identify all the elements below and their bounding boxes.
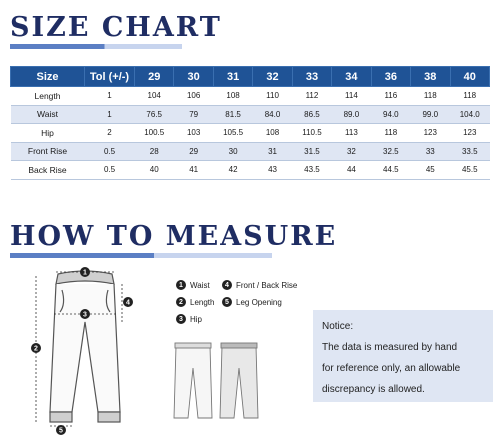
- measurement-cell: 30: [213, 142, 252, 161]
- tolerance-cell: 1: [85, 105, 135, 124]
- row-label-cell: Length: [11, 87, 85, 106]
- column-header: 38: [411, 67, 450, 87]
- table-row: [11, 142, 490, 161]
- column-header: Size: [11, 67, 85, 87]
- measurement-cell: 105.5: [213, 124, 252, 143]
- legend-label: Hip: [190, 314, 203, 324]
- measurement-cell: 32.5: [371, 142, 410, 161]
- measurement-cell: 108: [253, 124, 292, 143]
- column-header: 34: [332, 67, 371, 87]
- measurement-cell: 123: [411, 124, 450, 143]
- pants-measurement-diagram: [10, 262, 170, 442]
- marker-5-label: 5: [59, 427, 63, 435]
- marker-2-label: 2: [34, 345, 38, 353]
- pants-body-shape: [50, 284, 120, 412]
- legend-label: Waist: [190, 280, 210, 290]
- measurement-cell: 112: [292, 87, 331, 106]
- tolerance-cell: 0.5: [85, 142, 135, 161]
- measurement-cell: 123: [450, 124, 490, 143]
- legend-number: 3: [176, 314, 186, 324]
- column-header: 36: [371, 67, 410, 87]
- measurement-cell: 33: [411, 142, 450, 161]
- notice-box: [313, 310, 493, 402]
- measurement-cell: 43: [253, 161, 292, 180]
- size-chart-table: [10, 66, 490, 180]
- legend-number: 4: [222, 280, 232, 290]
- measurement-cell: 42: [213, 161, 252, 180]
- measurement-cell: 118: [371, 124, 410, 143]
- legend-number: 2: [176, 297, 186, 307]
- row-label-cell: Hip: [11, 124, 85, 143]
- row-label-cell: Front Rise: [11, 142, 85, 161]
- column-header: 31: [213, 67, 252, 87]
- measurement-cell: 28: [135, 142, 174, 161]
- measurement-cell: 104.0: [450, 105, 490, 124]
- measurement-cell: 81.5: [213, 105, 252, 124]
- column-header: 40: [450, 67, 490, 87]
- column-header: 29: [135, 67, 174, 87]
- column-header: 33: [292, 67, 331, 87]
- notice-line: discrepancy is allowed.: [322, 384, 425, 395]
- measurement-cell: 40: [135, 161, 174, 180]
- measurement-cell: 94.0: [371, 105, 410, 124]
- table-row: [11, 161, 490, 180]
- legend-label: Front / Back Rise: [236, 280, 298, 290]
- measurement-cell: 86.5: [292, 105, 331, 124]
- size-chart-underline: [10, 44, 182, 49]
- notice-heading: Notice:: [322, 321, 354, 332]
- measurement-cell: 103: [174, 124, 213, 143]
- measurement-cell: 45.5: [450, 161, 490, 180]
- legend-rise: [222, 280, 297, 290]
- marker-3-label: 3: [83, 311, 87, 319]
- legend-leg-opening: [222, 297, 282, 307]
- measurement-cell: 45: [411, 161, 450, 180]
- measurement-cell: 104: [135, 87, 174, 106]
- table-row: [11, 87, 490, 106]
- measurement-cell: 118: [450, 87, 490, 106]
- how-to-measure-underline: [10, 253, 272, 258]
- back-waistband-shape: [221, 343, 257, 348]
- measurement-cell: 29: [174, 142, 213, 161]
- measurement-cell: 44: [332, 161, 371, 180]
- measurement-cell: 108: [213, 87, 252, 106]
- how-to-measure-title: HOW TO MEASURE: [10, 221, 338, 252]
- tolerance-cell: 0.5: [85, 161, 135, 180]
- measurement-cell: 110.5: [292, 124, 331, 143]
- measurement-cell: 41: [174, 161, 213, 180]
- measurement-cell: 84.0: [253, 105, 292, 124]
- measurement-cell: 44.5: [371, 161, 410, 180]
- column-header: 32: [253, 67, 292, 87]
- measurement-cell: 116: [371, 87, 410, 106]
- measurement-cell: 43.5: [292, 161, 331, 180]
- tolerance-cell: 1: [85, 87, 135, 106]
- measurement-cell: 106: [174, 87, 213, 106]
- legend-number: 5: [222, 297, 232, 307]
- measurement-cell: 99.0: [411, 105, 450, 124]
- legend-label: Length: [190, 297, 215, 307]
- marker-1-label: 1: [83, 269, 87, 277]
- marker-4-label: 4: [126, 299, 130, 307]
- legend-number: 1: [176, 280, 186, 290]
- left-cuff-shape: [50, 412, 72, 422]
- table-row: [11, 124, 490, 143]
- measurement-cell: 113: [332, 124, 371, 143]
- front-waistband-shape: [175, 343, 211, 348]
- measurement-cell: 33.5: [450, 142, 490, 161]
- measurement-cell: 89.0: [332, 105, 371, 124]
- legend-waist: [176, 280, 210, 290]
- notice-line: The data is measured by hand: [322, 342, 458, 353]
- measurement-cell: 76.5: [135, 105, 174, 124]
- measurement-cell: 114: [332, 87, 371, 106]
- size-chart-title: SIZE CHART: [10, 12, 222, 43]
- measurement-cell: 100.5: [135, 124, 174, 143]
- table-row: [11, 105, 490, 124]
- back-pants-shape: [220, 346, 258, 418]
- measurement-cell: 32: [332, 142, 371, 161]
- measurement-cell: 31.5: [292, 142, 331, 161]
- column-header: 30: [174, 67, 213, 87]
- row-label-cell: Waist: [11, 105, 85, 124]
- column-header: Tol (+/-): [85, 67, 135, 87]
- right-cuff-shape: [98, 412, 120, 422]
- front-pants-shape: [174, 346, 212, 418]
- tolerance-cell: 2: [85, 124, 135, 143]
- measurement-cell: 118: [411, 87, 450, 106]
- measurement-cell: 110: [253, 87, 292, 106]
- measurement-cell: 31: [253, 142, 292, 161]
- size-table-header-row: [11, 67, 490, 87]
- legend-hip: [176, 314, 202, 324]
- pants-front-back-illustration: [172, 338, 262, 428]
- measurement-cell: 79: [174, 105, 213, 124]
- legend-label: Leg Opening: [236, 297, 282, 307]
- legend-length: [176, 297, 214, 307]
- row-label-cell: Back Rise: [11, 161, 85, 180]
- notice-line: for reference only, an allowable: [322, 363, 461, 374]
